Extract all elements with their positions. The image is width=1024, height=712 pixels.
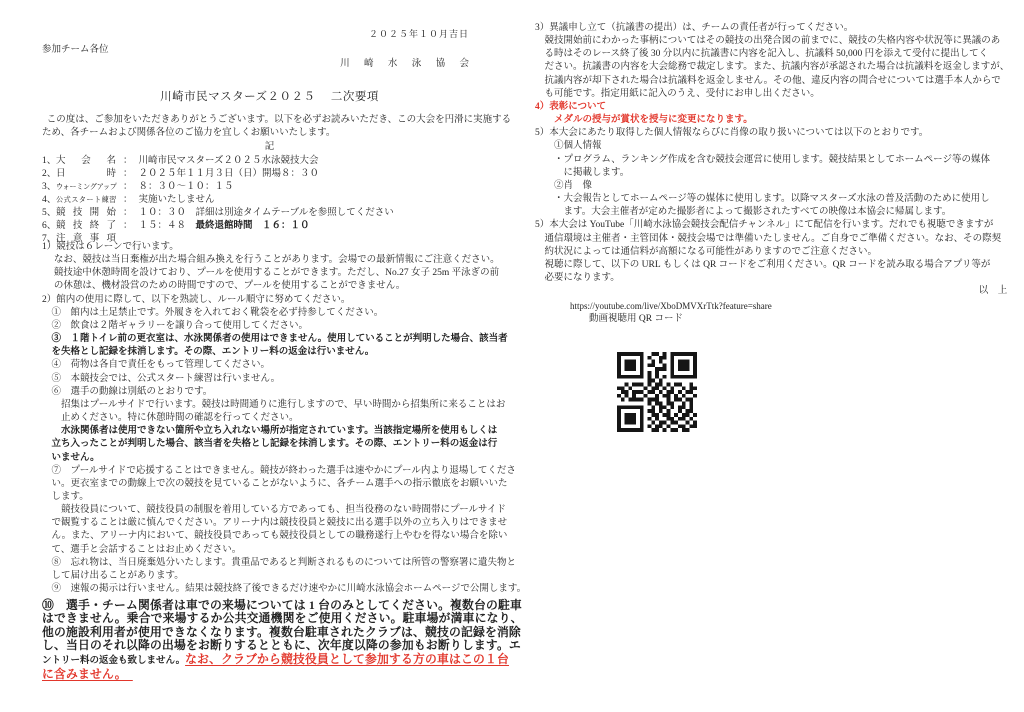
parking-line [42, 653, 523, 668]
note-line: 4）表彰について [535, 101, 607, 112]
note-line: い。更衣室までの動線上で次の競技を見ていることがないように、各チーム選手への指示徹底をお願いいた [42, 478, 508, 489]
note-line: 立ち入ったことが判明した場合、該当者を失格とし記録を抹消します。その際、エントリー料の返金は行 [42, 439, 498, 450]
note-line: ①個人情報 [535, 141, 602, 152]
note-line: 通信環境は主催者・主管団体・競技会場では準備いたしません。ご自身でご準備ください。なお、その際契 [535, 233, 1002, 244]
overview-row [42, 220, 394, 233]
overview-value-emphasis: 最終退館時間 １６：１０ [195, 221, 310, 232]
overview-row [42, 207, 394, 220]
overview-number: 4、 [42, 195, 57, 206]
note-line: ださい。抗議書の内容を大会総務で裁定します。また、抗議内容が承認された場合は抗議料を返金しますが、 [535, 62, 1010, 73]
note-line: ・大会報告としてホームページ等の媒体に使用します。以降マスターズ水泳の普及活動のために使用し [535, 194, 990, 205]
note-line: ⑦ プールサイドで応援することはできません。競技が終わった選手は速やかにプール内より退場してくださ [42, 465, 516, 476]
note-line: 1）競技は６レーンで行います。 [42, 242, 179, 252]
note-line: いません。 [42, 452, 100, 463]
document-title: 川崎市民マスターズ２０２５ 二次要項 [160, 91, 379, 103]
parking-line: はできません。乗合で来場するか公共交通機関をご使用ください。駐車場が満車になり、 [42, 611, 523, 626]
note-line: 5）本大会にあたり取得した個人情報ならびに肖像の取り扱いについては以下のとおりです。 [535, 128, 929, 139]
note-line: で観覧することは厳に慎んでください。アリーナ内は競技役員と競技に出る選手以外の立ち入りはできませ [42, 518, 508, 529]
note-line: なお、競技は当日棄権が出た場合組み換えを行うことがあります。会場での最新情報にご注意ください。 [42, 255, 500, 266]
note-line: ⑤ 本競技会では、公式スタート練習は行いません。 [42, 373, 281, 384]
note-line: ⑨ 速報の掲示は行いません。結果は競技終了後できるだけ速やかに川崎水泳協会ホームページで公開します。 [42, 584, 527, 595]
recipient-line: 参加チーム各位 [42, 45, 109, 55]
overview-value: ２０２５年１１月３日（日）開場８：３０ [138, 169, 320, 180]
note-line: ⑧ 忘れ物は、当日廃棄処分いたします。貴重品であると判断されるものについては所管の警察署に遺失物と [42, 557, 517, 568]
intro-line: この度は、ご参加をいただきありがとうございます。以下を必ずお読みいただき、この大会を円滑に実施する [42, 115, 512, 125]
note-line: 約状況によっては通信料が高額になる可能性がありますのでご注意ください。 [535, 246, 878, 257]
stream-link-block [570, 300, 772, 327]
note-line: 3）異議申し立て（抗議書の提出）は、チームの責任者が行ってください。 [535, 23, 854, 33]
note-line: 招集はプールサイドで行います。競技は時間通りに進行しますので、早い時間から招集所に来ることはお [42, 399, 506, 410]
overview-label: 公式スタート練習 [56, 196, 116, 205]
overview-value: １５：４８ [138, 221, 196, 232]
overview-label: 注意事項 [56, 234, 116, 245]
note-line: ん。また、アリーナ内において、競技役員であっても競技役員としての職務遂行上やむを得ない場合を除い [42, 531, 508, 542]
note-line: て、選手と会話することはお止めください。 [42, 544, 242, 555]
parking-line: 他の施設利用者が使用できなくなります。複数台駐車されたクラブは、競技の記録を消除 [42, 624, 521, 639]
overview-label: 大会名 [56, 156, 116, 166]
note-line: 競技役員について、競技役員の制服を着用している方であっても、担当役務のない時間帯にプールサイド [42, 505, 506, 516]
page-left [42, 0, 527, 712]
parking-line: し、当日のそれ以降の出場をお断りするとともに、次年度以降の参加もお断りします。エ [42, 638, 521, 653]
overview-number: 1、 [42, 156, 57, 166]
note-line: 以 上 [978, 286, 1008, 297]
overview-row [42, 155, 394, 168]
issue-date: ２０２５年１０月吉日 [368, 29, 469, 39]
overview-label: 日時 [56, 169, 116, 180]
overview-label: 競技終了 [56, 221, 116, 232]
note-line: します。 [42, 491, 89, 502]
note-line: ・プログラム、ランキング作成を含む競技会運営に使用します。競技結果としてホームページ等の媒体 [535, 154, 990, 165]
note-line: ① 館内は土足禁止です。外履きを入れておく靴袋を必ず持参してください。 [42, 307, 384, 318]
text-segment: ントリー料の返金も致しません。 [42, 655, 186, 666]
overview-separator: ： [123, 182, 133, 193]
overview-label: ウォーミングアップ [56, 183, 117, 192]
event-overview-list [42, 155, 394, 246]
intro-paragraph [42, 114, 511, 140]
overview-separator: ： [123, 208, 133, 219]
parking-line: ⑩ 選手・チーム関係者は車での来場については 1 台のみとしてください。複数台の駐車 [42, 598, 523, 612]
overview-value: １０：３０ 詳細は別途タイムテーブルを参照してください [138, 208, 394, 219]
note-line: ②肖 像 [535, 180, 593, 191]
overview-number: 2、 [42, 169, 57, 180]
overview-separator: ： [123, 169, 133, 180]
note-line: 5）本大会は YouTube「川崎水泳協会競技会配信チャンネル」にて配信を行います。だれでも視聴できますが [535, 220, 994, 231]
note-line: 競技途中休憩時間を設けており、プールを使用することができます。ただし、No.27 女子 25m 平泳ぎの前 [42, 268, 500, 279]
note-line: に掲載します。 [535, 167, 630, 178]
note-line: 競技開始前にわかった事柄についてはその競技の出発合図の前までに、競技の失格内容や状況等に異議のあ [535, 36, 1001, 47]
notes-section-left [42, 241, 526, 596]
note-line: ③ １階トイレ前の更衣室は、水泳関係者の使用はできません。使用していることが判明した場合、該当者 [42, 334, 508, 345]
parking-notice [42, 599, 523, 681]
overview-number: 6、 [42, 221, 57, 232]
note-line: 止めください。特に休憩時間の確認を行ってください。 [42, 413, 299, 424]
overview-row [42, 168, 394, 181]
note-line: 水泳関係者は使用できない箇所や立ち入れない場所が指定されています。当該指定場所を使用もしくは [42, 426, 498, 437]
note-line: メダルの授与が賞状を授与に変更になります。 [535, 115, 753, 126]
record-heading: 記 [264, 142, 275, 152]
note-line: の休憩は、機材設営のための時間ですので、プールを使用することができません。 [42, 281, 406, 292]
overview-value: 実施いたしません [138, 195, 215, 206]
note-line: も可能です。指定用紙に記入のうえ、受付にお申し出ください。 [535, 88, 820, 99]
notes-section-right [535, 22, 1009, 298]
youtube-url[interactable]: https://youtube.com/live/XboDMVXrTtk?feature=share [570, 301, 772, 311]
overview-label: 競技開始 [56, 208, 116, 219]
overview-number: 5、 [42, 208, 57, 219]
note-line: る時はそのレース終了後 30 分以内に抗議書に内容を記入し、抗議料 50,000 円を添えて受付に提出してく [535, 49, 989, 60]
overview-separator: ： [123, 221, 133, 232]
page-right [535, 0, 1010, 712]
qr-code-caption: 動画視聴用 QR コード [570, 314, 683, 325]
overview-number: 7、 [42, 234, 57, 245]
parking-line [42, 668, 523, 681]
overview-value: 川崎市民マスターズ２０２５水泳競技大会 [138, 156, 319, 166]
note-line: 視聴に際して、以下の URL もしくは QR コードをご利用ください。QR コードを読み取る場合アプリ等が [535, 259, 991, 270]
organization-name: 川 崎 水 泳 協 会 [340, 59, 475, 69]
note-line: 2）館内の使用に際して、以下を熟読し、ルール順守に努めてください。 [42, 294, 351, 305]
note-line: して届け出ることがあります。 [42, 570, 184, 581]
intro-line: ため、各チームおよび関係各位のご協力を宜しくお願いいたします。 [42, 128, 336, 139]
overview-separator: ： [123, 195, 133, 206]
text-segment: なお、クラブから競技役員として参加する方の車はこの１台 [185, 651, 509, 666]
text-segment: に含みません。 [42, 667, 133, 682]
overview-row [42, 181, 394, 194]
overview-row [42, 194, 394, 207]
note-line: ④ 荷物は各自で責任をもって管理してください。 [42, 360, 271, 371]
overview-value: ８：３０～１０：１５ [138, 182, 234, 193]
note-line: 必要になります。 [535, 272, 620, 283]
note-line: ます。大会主催者が定めた撮影者によって撮影されたすべての映像は本協会に帰属します。 [535, 207, 952, 218]
overview-separator: ： [123, 156, 133, 166]
qr-code-image [617, 352, 697, 432]
note-line: ⑥ 選手の動線は別紙のとおりです。 [42, 386, 213, 397]
overview-number: 3、 [42, 182, 57, 193]
note-line: 抗議内容が却下された場合は抗議料を返金しません。その他、違反内容の問合せについては選手本人からで [535, 75, 1001, 86]
note-line: ② 飲食は２階ギャラリーを譲り合って使用してください。 [42, 320, 309, 331]
note-line: を失格とし記録を抹消します。その際、エントリー料の返金は行いません。 [42, 347, 375, 358]
